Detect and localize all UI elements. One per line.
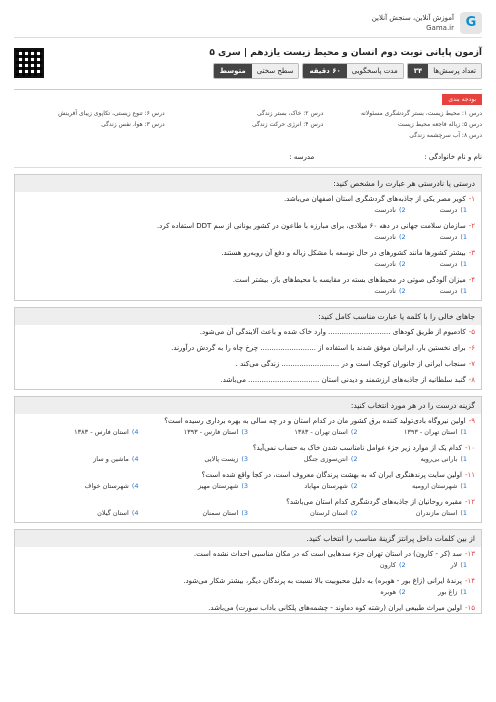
option-text: استان تهران - ۱۳۹۳ [403, 428, 458, 436]
question [15, 219, 481, 231]
section-heading: گزینه درست را در هر مورد انتخاب کنید: [15, 397, 481, 414]
section-heading: از بین کلمات داخل پرانتز گزینهٔ مناسب را انتخاب کنید. [15, 530, 481, 547]
option[interactable]: 1)بارانی بی‌رویه [420, 455, 467, 463]
option-text: استان لرستان [310, 509, 348, 517]
question-text: سازمان سلامت جهانی در دهه ۶۰ میلادی، برای مبارزه با طاعون در کشور یونانی از سم DDT استفاده کرد. [156, 222, 466, 230]
section-true-false [14, 174, 482, 301]
stat-label: تعداد پرسش‌ها [428, 64, 481, 78]
school-label: مدرسه : [289, 153, 315, 161]
question [15, 325, 481, 341]
option[interactable]: 1)درست [439, 206, 467, 214]
brand [372, 12, 482, 34]
stat-label: سطح سختی [252, 64, 299, 78]
options [15, 559, 481, 574]
option[interactable]: 1)لار [450, 561, 467, 569]
question-number: ۸- [468, 376, 475, 384]
option[interactable]: 2)نادرست [374, 233, 406, 241]
question-text: کویر مصر یکی از جاذبه‌های گردشگری استان اصفهان می‌باشد. [283, 195, 466, 203]
question-text: برای نخستین بار، ایرانیان موفق شدند با استفاده از ......................... چرخ چاه را به گردش درآورند. [171, 344, 466, 352]
tag-item: درس ۵: زباله فاجعه محیط زیست [397, 121, 482, 128]
option[interactable]: 1)درست [439, 287, 467, 295]
question-number: ۹- [468, 417, 475, 425]
section-heading: درستی یا نادرستی هر عبارت را مشخص کنید: [15, 175, 481, 192]
option-text: زیست پالایی [204, 455, 239, 463]
question-text: گنبد سلطانیه از جاذبه‌های ارزشمند و دیدنی استان ................................ می‌باشد. [220, 376, 466, 384]
question-text: سد (کر - کارون) در استان تهران جزء سدهایی است که در مکان مناسبی احداث نشده است. [193, 550, 462, 558]
tag-item: درس ۱: محیط زیست، بستر گردشگری مسئولانه [360, 110, 482, 117]
option-text: شهرستان خواف [84, 482, 129, 490]
top-header [14, 8, 482, 38]
question-number: ۱۲- [464, 498, 475, 506]
section-fill-blank [14, 307, 482, 390]
option-text: کارون [379, 561, 396, 569]
option[interactable]: 1)درست [439, 260, 467, 268]
section-choose-word [14, 529, 482, 614]
options [15, 507, 481, 522]
tag-item: درس ۲: خاک، بستر زندگی [256, 110, 324, 117]
question [15, 357, 481, 373]
option[interactable]: 2)نادرست [374, 287, 406, 295]
option[interactable]: 3)استان فارس - ۱۳۹۳ [183, 428, 248, 436]
options [15, 285, 481, 300]
exam-title: آزمون پایانی نوبت دوم انسان و محیط زیست یازدهم | سری ۵ [209, 48, 482, 58]
question-number: ۱۴- [464, 577, 475, 585]
question [15, 414, 481, 426]
option-text: بارانی بی‌رویه [420, 455, 458, 463]
section-multiple-choice [14, 396, 482, 523]
question-number: ۱۰- [464, 444, 475, 452]
question-number: ۷- [468, 360, 475, 368]
option[interactable]: 4)شهرستان خواف [84, 482, 139, 490]
question-number: ۱۳- [464, 550, 475, 558]
options [15, 453, 481, 468]
option[interactable]: 1)زاغ بور [438, 588, 467, 596]
stat-value: ۳۴ [408, 64, 429, 78]
option[interactable]: 4)استان فارس - ۱۳۸۳ [74, 428, 139, 436]
tag-item: درس ۶: تنوع زیستی، تکاپوی زیبای آفرینش [58, 110, 165, 117]
option[interactable]: 2)استان تهران - ۱۳۸۳ [294, 428, 358, 436]
question-text: اولین میراث طبیعی ایران (رشته کوه دماوند - چشمه‌های پلکانی باداب سورت) می‌باشد. [208, 604, 462, 612]
question-text: مقبره روحانیان از جاذبه‌های گردشگری کدام استان می‌باشد؟ [286, 498, 462, 506]
stat-difficulty [213, 63, 300, 79]
question [15, 373, 481, 389]
tag-item: درس ۴: انرژی حرکت زندگی [251, 121, 324, 128]
question [15, 547, 481, 559]
option[interactable]: 3)زیست پالایی [204, 455, 248, 463]
question [15, 341, 481, 357]
question-number: ۳- [468, 249, 475, 257]
option-text: لار [450, 561, 458, 569]
question-number: ۵- [468, 328, 475, 336]
option[interactable]: 2)نادرست [374, 206, 406, 214]
option[interactable]: 3)استان سمنان [202, 509, 248, 517]
question [15, 495, 481, 507]
option-text: انتن‌سوزی جنگل [303, 455, 348, 463]
options [15, 258, 481, 273]
option-text: هوبره [380, 588, 396, 596]
option-text: درست [439, 287, 458, 295]
option-text: شهرستان ارومیه [412, 482, 458, 490]
option[interactable]: 4)ماشین و ساز [93, 455, 139, 463]
option[interactable]: 1)استان مازندران [415, 509, 467, 517]
qr-code-icon [14, 48, 44, 78]
option-text: استان مازندران [415, 509, 458, 517]
brand-name: آموزش آنلاین، سنجش آنلاین [371, 13, 454, 22]
stat-label: مدت پاسخگویی [347, 64, 403, 78]
option-text: ماشین و ساز [93, 455, 129, 463]
budget-tags [14, 89, 482, 139]
option-text: درست [439, 260, 458, 268]
question [15, 246, 481, 258]
option-text: استان فارس - ۱۳۸۳ [74, 428, 129, 436]
question-text: بیشتر کشورها مانند کشورهای در حال توسعه با مشکل زباله و دفع آن روبه‌رو هستند. [221, 249, 466, 257]
option[interactable]: 4)استان گیلان [97, 509, 139, 517]
option[interactable]: 1)استان تهران - ۱۳۹۳ [403, 428, 467, 436]
option[interactable]: 2)استان لرستان [310, 509, 358, 517]
question-number: ۱- [468, 195, 475, 203]
question-text: سنجاب ایرانی از جانوران کوچک است و در .......................... زندگی می‌کند . [235, 360, 466, 368]
tag-item: درس ۳: هوا، نفس زندگی [101, 121, 165, 128]
option-text: استان سمنان [202, 509, 239, 517]
option[interactable]: 2)کارون [379, 561, 406, 569]
option[interactable]: 3)شهرستان مهیز [198, 482, 248, 490]
options [15, 231, 481, 246]
brand-text [372, 13, 454, 33]
question-text: کدام یک از موارد زیر جزء عوامل نامناسب شدن خاک به حساب نمی‌آید؟ [252, 444, 462, 452]
option-text: درست [439, 206, 458, 214]
option[interactable]: 2)انتن‌سوزی جنگل [303, 455, 358, 463]
exam-stats [54, 63, 482, 79]
option-text: استان فارس - ۱۳۹۳ [183, 428, 239, 436]
options [15, 586, 481, 601]
question-number: ۱۱- [464, 471, 475, 479]
option[interactable]: 1)درست [439, 233, 467, 241]
question-text: پرندهٔ ایرانی (زاغ بور - هوبره) به دلیل محبوبیت بالا نسبت به پرندگان دیگر، بیشتر شکار می‌شود. [183, 577, 462, 585]
question-number: ۴- [468, 276, 475, 284]
student-info [14, 153, 482, 168]
question-number: ۲- [468, 222, 475, 230]
option-text: شهرستان مهیز [198, 482, 239, 490]
option[interactable]: 1)شهرستان ارومیه [412, 482, 467, 490]
question-text: اولین سایت پرندهنگری ایران که به بهشت پرندگان معروف است، در کجا واقع شده است؟ [201, 471, 462, 479]
options [15, 480, 481, 495]
brand-site: Gama.ir [426, 23, 454, 32]
question-text: اولین نیروگاه بادی‌تولید کننده برق کشور مان در کدام استان و در چه سالی به بهره برداری رسیده است؟ [164, 417, 466, 425]
question [15, 574, 481, 586]
option-text: نادرست [374, 260, 396, 268]
option-text: درست [439, 233, 458, 241]
title-block [14, 48, 482, 79]
option-text: نادرست [374, 287, 396, 295]
question [15, 441, 481, 453]
brand-logo-icon: G [460, 12, 482, 34]
option-text: نادرست [374, 233, 396, 241]
options [15, 426, 481, 441]
question-number: ۱۵- [464, 604, 475, 612]
stat-question-count [407, 63, 482, 79]
stat-value: ۶۰ دقیقه [303, 64, 346, 78]
option-text: زاغ بور [438, 588, 458, 596]
tags-ribbon: بودجه بندی [442, 94, 482, 105]
stat-duration [302, 63, 403, 79]
name-label: نام و نام خانوادگی : [424, 153, 482, 161]
section-heading: جاهای خالی را با کلمه یا عبارت مناسب کامل کنید: [15, 308, 481, 325]
option-text: استان گیلان [97, 509, 129, 517]
tag-item: درس ۸: آب سرچشمه زندگی [409, 132, 482, 139]
question [15, 273, 481, 285]
question [15, 468, 481, 480]
option-text: نادرست [374, 206, 396, 214]
question-number: ۶- [468, 344, 475, 352]
stat-value: متوسط [214, 64, 252, 78]
options [15, 204, 481, 219]
option[interactable]: 2)هوبره [380, 588, 406, 596]
option-text: استان تهران - ۱۳۸۳ [294, 428, 348, 436]
question-text: میزان آلودگی صوتی در محیط‌های بسته در مقایسه با محیط‌های باز، بیشتر است. [232, 276, 466, 284]
option[interactable]: 2)نادرست [374, 260, 406, 268]
option[interactable]: 2)شهرستان مهاباد [304, 482, 358, 490]
question-text: کادمیوم از طریق کودهای ............................ وارد خاک شده و باعث آلایندگی آن می‌شود. [199, 328, 466, 336]
option-text: شهرستان مهاباد [304, 482, 348, 490]
question [15, 192, 481, 204]
question [15, 601, 481, 613]
